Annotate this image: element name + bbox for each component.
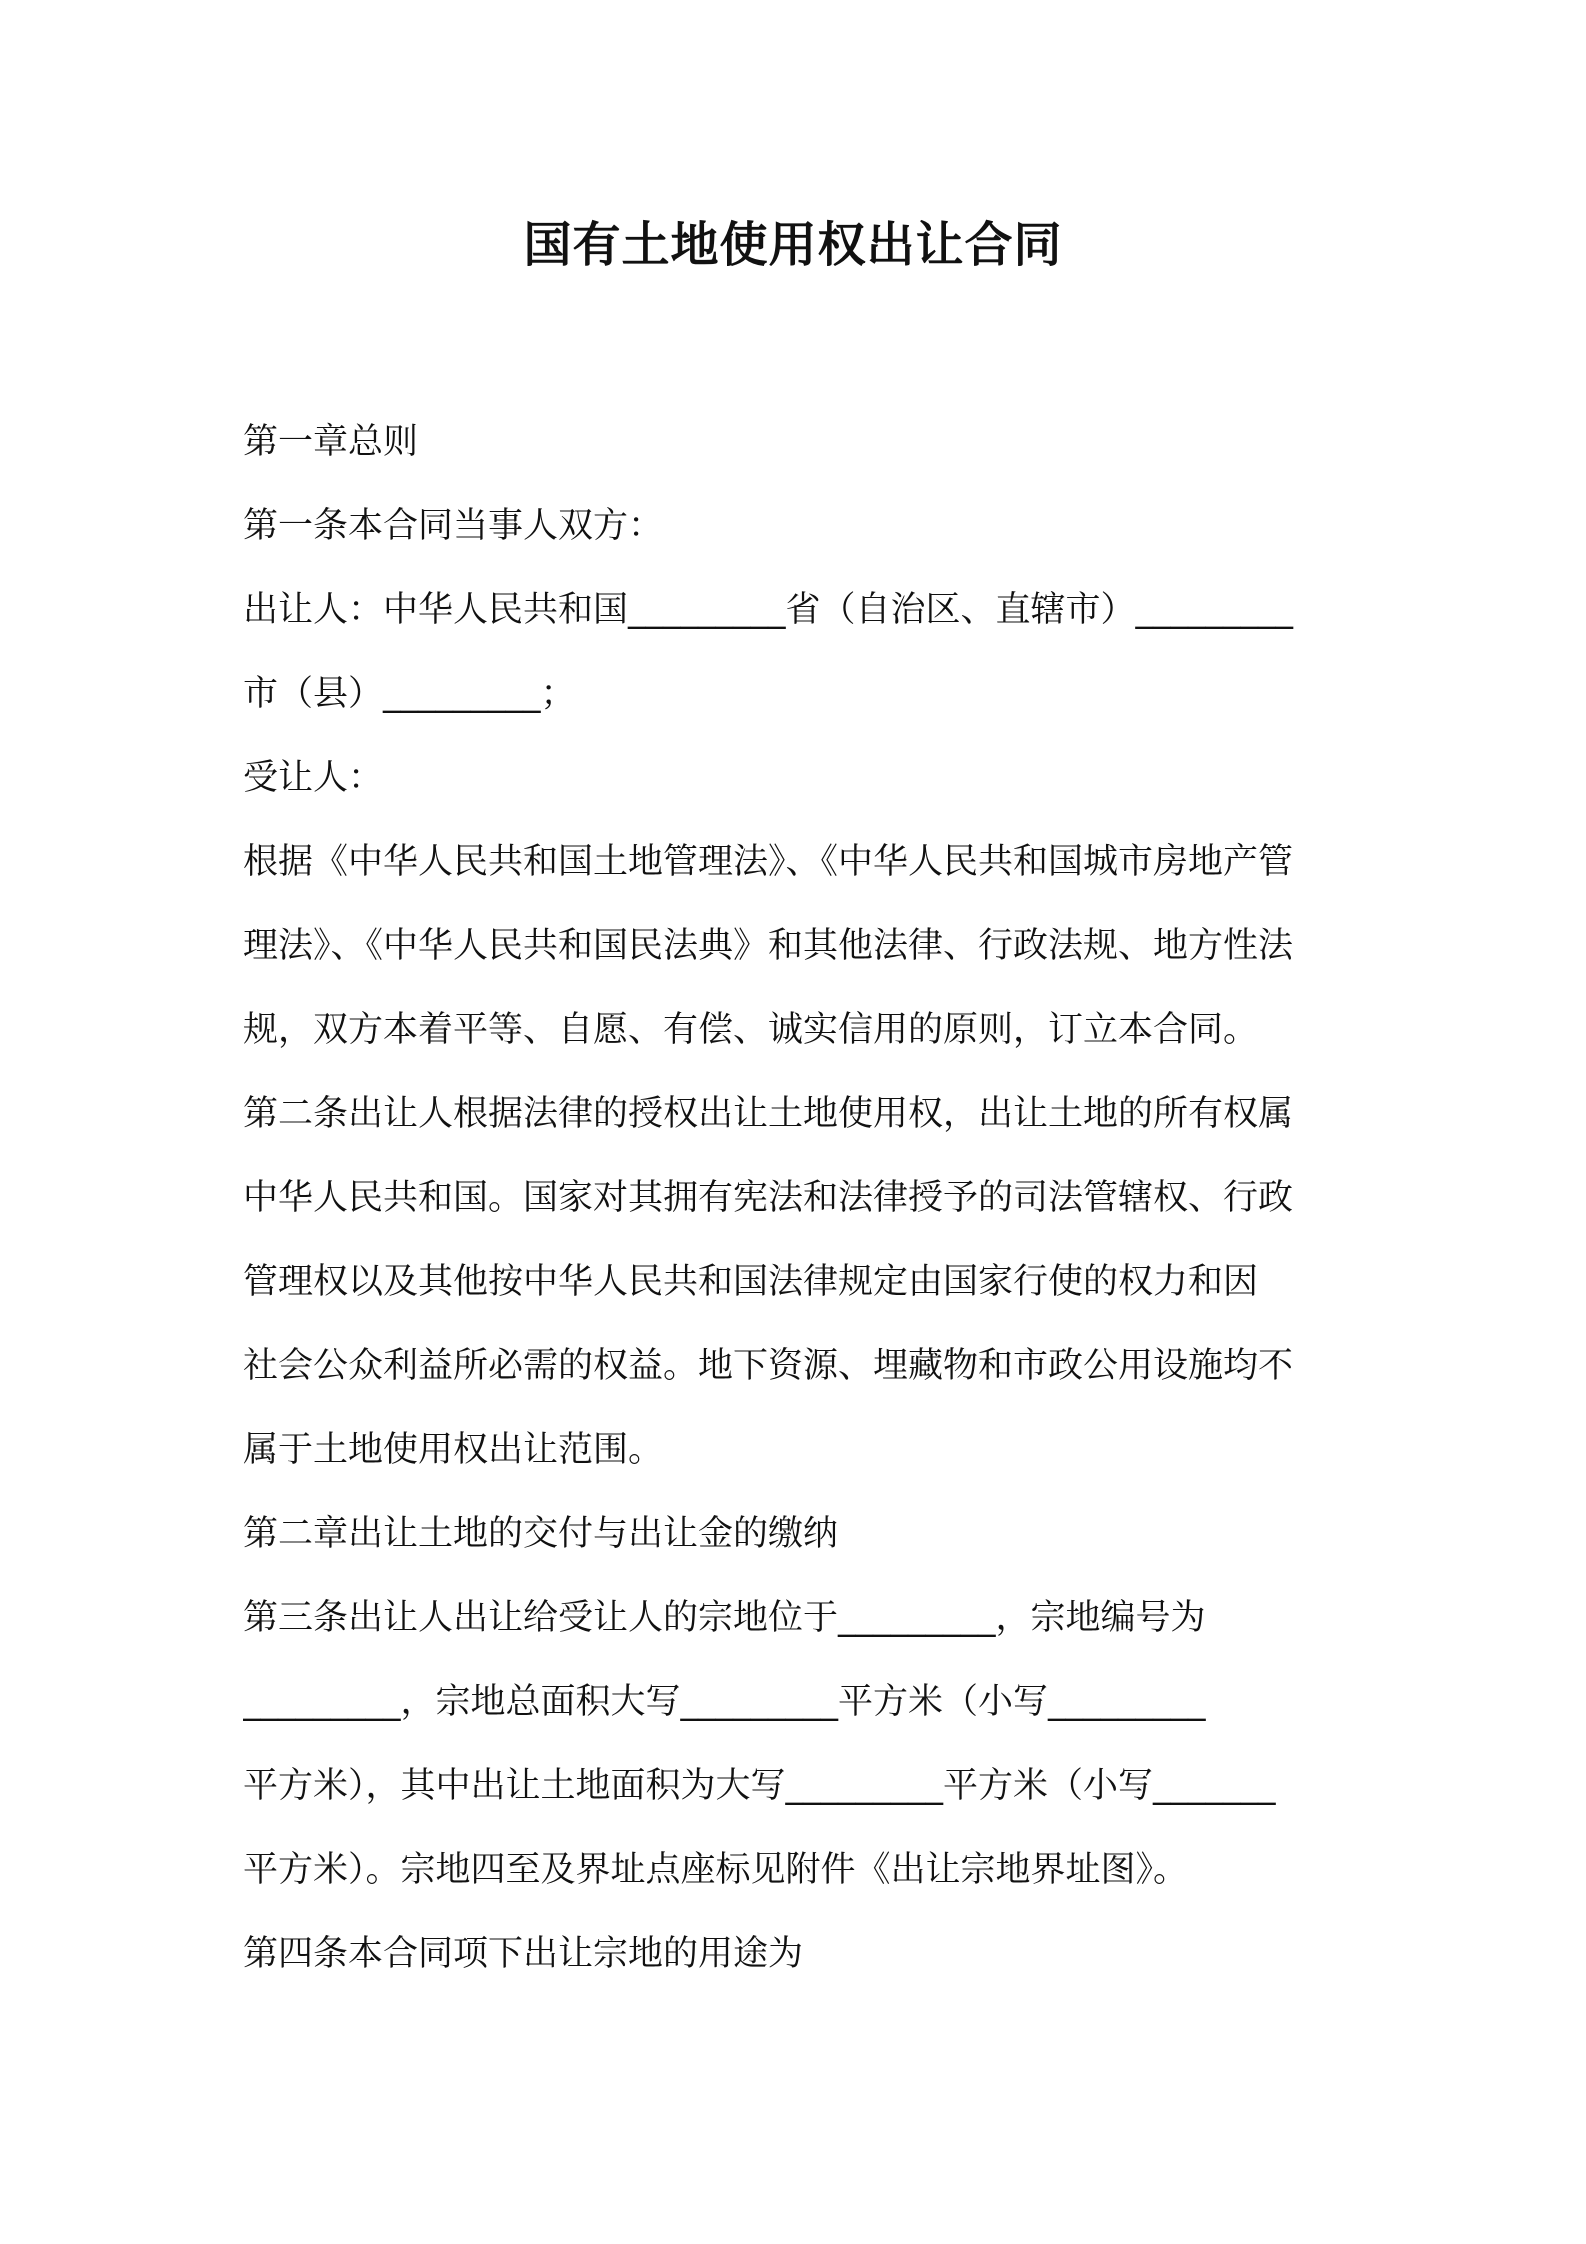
text-line: 根据《中华人民共和国土地管理法》、《中华人民共和国城市房地产管	[243, 842, 1294, 882]
text-line: 受让人：	[243, 758, 384, 798]
text-line: 属于土地使用权出让范围。	[243, 1430, 664, 1470]
text-line: 规，双方本着平等、自愿、有偿、诚实信用的原则，订立本合同。	[243, 1010, 1259, 1050]
text-line: 市（县）_________；	[243, 674, 576, 714]
text-line: 平方米）。宗地四至及界址点座标见附件《出让宗地界址图》。	[243, 1850, 1189, 1890]
text-line: 社会公众利益所必需的权益。地下资源、埋藏物和市政公用设施均不	[243, 1346, 1294, 1386]
text-line: _________，宗地总面积大写_________平方米（小写_________	[243, 1682, 1206, 1722]
text-line: 第三条出让人出让给受让人的宗地位于_________，宗地编号为	[243, 1598, 1206, 1638]
text-line: 出让人：中华人民共和国_________省（自治区、直辖市）_________	[243, 590, 1294, 630]
text-line: 第二条出让人根据法律的授权出让土地使用权，出让土地的所有权属	[243, 1094, 1294, 1134]
document-title: 国有土地使用权出让合同	[523, 217, 1063, 273]
chapter-heading: 第二章出让土地的交付与出让金的缴纳	[243, 1514, 839, 1554]
text-line: 平方米），其中出让土地面积为大写_________平方米（小写_______	[243, 1766, 1276, 1806]
text-line: 第四条本合同项下出让宗地的用途为	[243, 1934, 804, 1974]
chapter-heading: 第一章总则	[243, 422, 419, 462]
text-line: 管理权以及其他按中华人民共和国法律规定由国家行使的权力和因	[243, 1262, 1259, 1302]
document-body	[243, 400, 1363, 1996]
text-line: 第一条本合同当事人双方：	[243, 506, 664, 546]
text-line: 中华人民共和国。国家对其拥有宪法和法律授予的司法管辖权、行政	[243, 1178, 1294, 1218]
text-line: 理法》、《中华人民共和国民法典》和其他法律、行政法规、地方性法	[243, 926, 1294, 966]
